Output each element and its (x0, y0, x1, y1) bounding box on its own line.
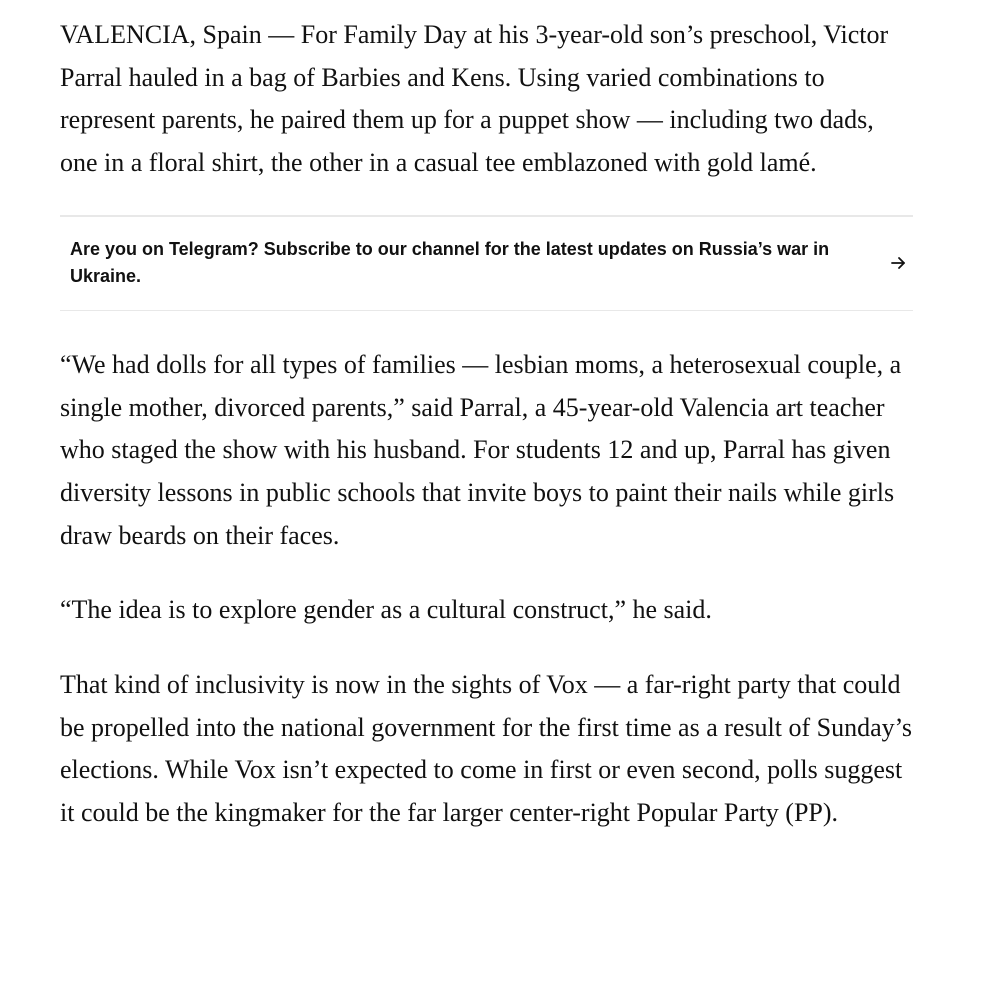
article-body (60, 14, 913, 835)
article-paragraph-1: VALENCIA, Spain — For Family Day at his 3-year-old son’s preschool, Victor Parral hauled in a bag of Barbies and Kens. Using varied combinations to represent parents, he paired them up for a puppet show — including two dads, one in a floral shirt, the other in a casual tee emblazoned with gold lamé. (60, 20, 889, 178)
telegram-promo-link[interactable] (60, 215, 913, 311)
telegram-promo-text: Are you on Telegram? Subscribe to our channel for the latest updates on Russia’s war in Ukraine. (70, 239, 830, 287)
article-paragraph-3: “The idea is to explore gender as a cultural construct,” he said. (60, 595, 712, 625)
arrow-right-icon (889, 254, 907, 272)
article-paragraph-4: That kind of inclusivity is now in the sights of Vox — a far-right party that could be propelled into the national government for the first time as a result of Sunday’s elections. While Vox isn’t expected to come in first or even second, polls suggest it could be the kingmaker for the far larger center-right Popular Party (PP). (60, 670, 913, 828)
article-paragraph-2: “We had dolls for all types of families — lesbian moms, a heterosexual couple, a single mother, divorced parents,” said Parral, a 45-year-old Valencia art teacher who staged the show with his husband. For students 12 and up, Parral has given diversity lessons in public schools that invite boys to paint their nails while girls draw beards on their faces. (60, 349, 902, 550)
